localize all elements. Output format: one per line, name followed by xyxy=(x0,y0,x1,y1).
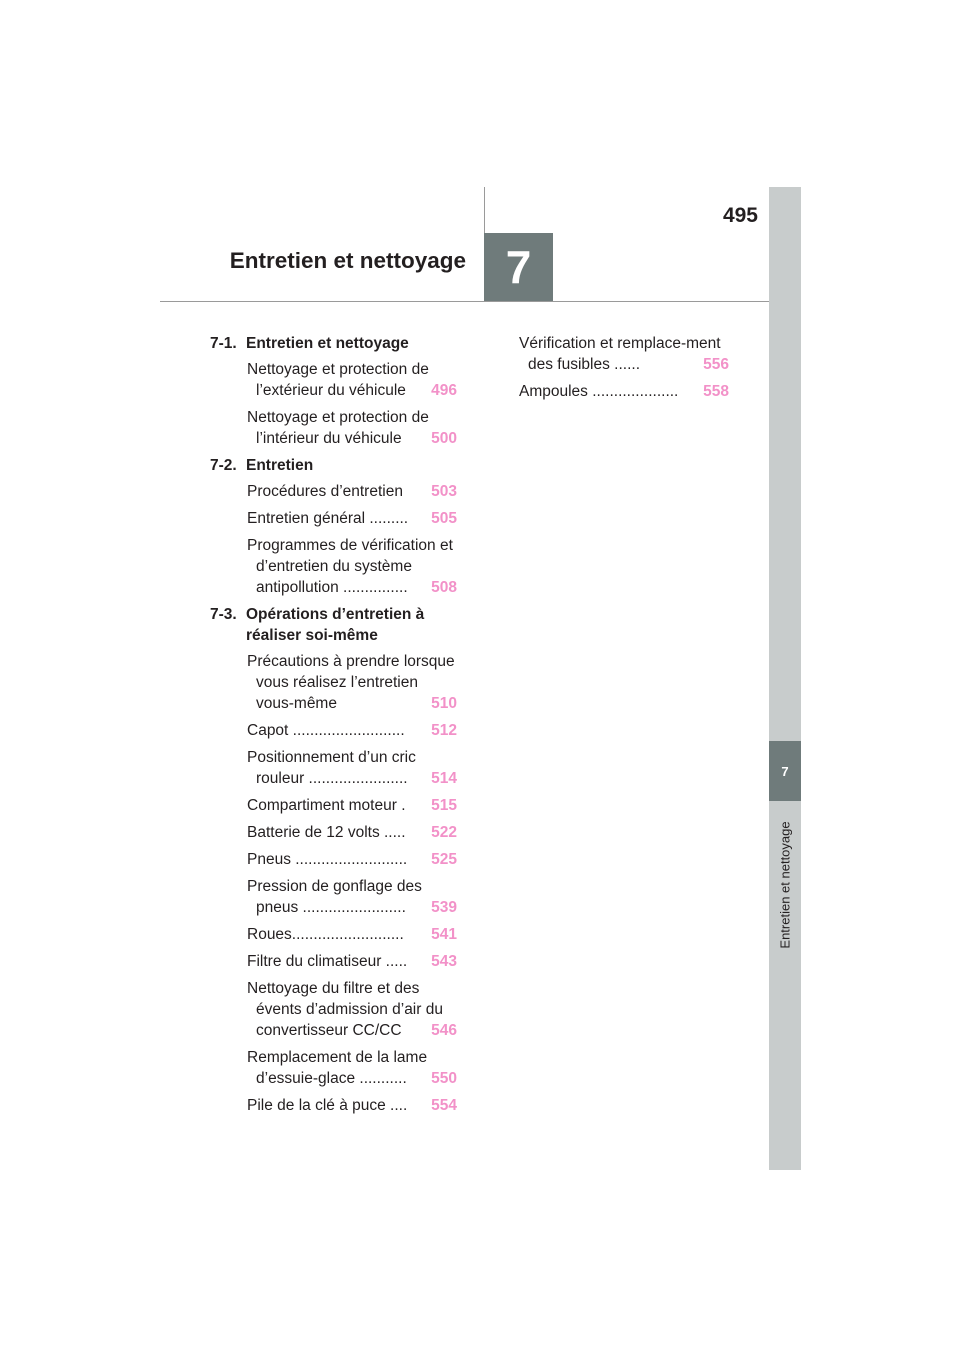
toc-entry-page[interactable]: 515 xyxy=(431,797,457,814)
toc-entry-text: Pile de la clé à puce .... xyxy=(247,1097,408,1114)
section-title: Opérations d’entretien à réaliser soi-même xyxy=(246,606,425,644)
section-title: Entretien xyxy=(246,457,314,474)
toc-entry-page[interactable]: 543 xyxy=(431,953,457,970)
toc-entry[interactable] xyxy=(210,924,457,945)
toc-entry-page[interactable]: 525 xyxy=(431,851,457,868)
toc-entry-text: Vérification et remplace-ment des fusibles ...... xyxy=(519,335,721,373)
toc-entry-page[interactable]: 510 xyxy=(431,695,457,712)
toc-entry-text: Remplacement de la lame d’essuie-glace ........... xyxy=(247,1049,428,1087)
side-tab xyxy=(769,187,801,1170)
toc-entry-page[interactable]: 500 xyxy=(431,430,457,447)
toc-entry[interactable] xyxy=(519,333,729,375)
section-number: 7-3. xyxy=(210,606,237,623)
toc-right-column xyxy=(519,333,729,408)
toc-entry[interactable] xyxy=(210,795,457,816)
toc-entry-text: Pneus .......................... xyxy=(247,851,408,868)
toc-entry-text: Nettoyage et protection de l’extérieur du véhicule xyxy=(247,361,429,399)
page-number: 495 xyxy=(722,204,758,227)
header-vertical-rule xyxy=(484,187,485,233)
toc-entry[interactable] xyxy=(210,978,457,1041)
toc-entry[interactable] xyxy=(210,651,457,714)
toc-entry-text: Nettoyage du filtre et des évents d’admission d’air du convertisseur CC/CC xyxy=(247,980,443,1039)
toc-entry-text: Batterie de 12 volts ..... xyxy=(247,824,406,841)
toc-entry-text: Programmes de vérification et d’entretien du système antipollution ............... xyxy=(247,537,453,596)
toc-entry[interactable] xyxy=(210,822,457,843)
toc-entry-page[interactable]: 550 xyxy=(431,1070,457,1087)
header-horizontal-rule xyxy=(160,301,770,302)
toc-entry-text: Filtre du climatiseur ..... xyxy=(247,953,408,970)
toc-entry-text: Nettoyage et protection de l’intérieur du véhicule xyxy=(247,409,429,447)
toc-entry-page[interactable]: 508 xyxy=(431,579,457,596)
toc-entry-page[interactable]: 522 xyxy=(431,824,457,841)
toc-entry[interactable] xyxy=(210,720,457,741)
section-heading xyxy=(210,455,457,476)
toc-entry-page[interactable]: 505 xyxy=(431,510,457,527)
toc-entry[interactable] xyxy=(210,951,457,972)
toc-entry-text: Entretien général ......... xyxy=(247,510,409,527)
toc-entry[interactable] xyxy=(519,381,729,402)
toc-entry-page[interactable]: 512 xyxy=(431,722,457,739)
toc-entry-text: Roues.......................... xyxy=(247,926,404,943)
section-heading xyxy=(210,604,457,646)
side-tab-label-text: Entretien et nettoyage xyxy=(777,821,793,949)
toc-entry-text: Procédures d’entretien xyxy=(247,483,403,500)
toc-left-column xyxy=(210,333,457,1122)
toc-entry[interactable] xyxy=(210,407,457,449)
chapter-title: Entretien et nettoyage xyxy=(229,248,466,273)
side-tab-number: 7 xyxy=(769,741,801,801)
chapter-number-box: 7 xyxy=(484,233,553,301)
toc-entry-page[interactable]: 496 xyxy=(431,382,457,399)
toc-entry[interactable] xyxy=(210,747,457,789)
toc-entry[interactable] xyxy=(210,876,457,918)
toc-entry-text: Compartiment moteur . xyxy=(247,797,406,814)
toc-entry-page[interactable]: 554 xyxy=(431,1097,457,1114)
toc-entry-page[interactable]: 546 xyxy=(431,1022,457,1039)
section-number: 7-2. xyxy=(210,457,237,474)
toc-entry-text: Ampoules .................... xyxy=(519,383,679,400)
toc-entry-page[interactable]: 514 xyxy=(431,770,457,787)
toc-entry[interactable] xyxy=(210,1095,457,1116)
toc-entry[interactable] xyxy=(210,481,457,502)
toc-entry-text: Précautions à prendre lorsque vous réalisez l’entretien vous-même xyxy=(247,653,455,712)
toc-entry-page[interactable]: 539 xyxy=(431,899,457,916)
toc-entry[interactable] xyxy=(210,849,457,870)
toc-entry-page[interactable]: 558 xyxy=(703,383,729,400)
toc-entry-text: Capot .......................... xyxy=(247,722,405,739)
section-heading xyxy=(210,333,457,354)
section-title: Entretien et nettoyage xyxy=(246,335,409,352)
toc-entry[interactable] xyxy=(210,359,457,401)
toc-entry[interactable] xyxy=(210,508,457,529)
toc-entry-page[interactable]: 503 xyxy=(431,483,457,500)
section-number: 7-1. xyxy=(210,335,237,352)
toc-entry-page[interactable]: 556 xyxy=(703,356,729,373)
toc-entry-page[interactable]: 541 xyxy=(431,926,457,943)
toc-entry[interactable] xyxy=(210,1047,457,1089)
toc-entry-text: Pression de gonflage des pneus ........................ xyxy=(247,878,422,916)
toc-entry-text: Positionnement d’un cric rouleur ....................... xyxy=(247,749,416,787)
toc-entry[interactable] xyxy=(210,535,457,598)
